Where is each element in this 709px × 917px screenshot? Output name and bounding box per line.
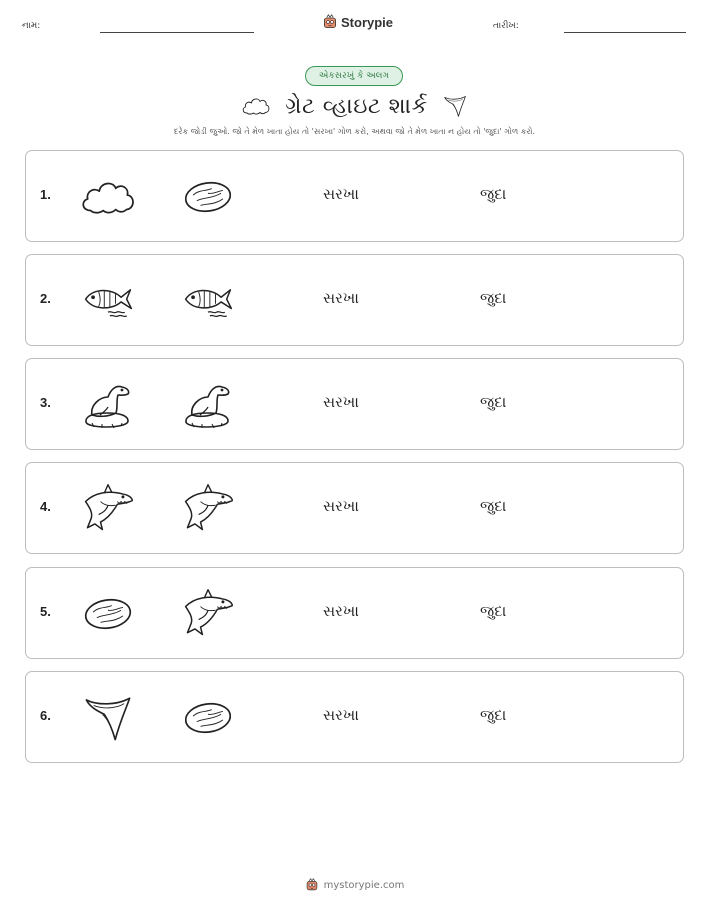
brand-name: Storypie <box>341 14 394 30</box>
worksheet-type-tag: એકસરખું કે અલગ <box>305 66 403 86</box>
shark-icon <box>180 587 236 641</box>
fish-icon <box>180 282 236 320</box>
storypie-logo-icon <box>305 878 319 892</box>
question-number: 1. <box>40 187 51 202</box>
question-row <box>25 358 684 450</box>
shark-tooth-icon <box>442 93 468 119</box>
name-label: નામ: <box>22 21 41 31</box>
instructions: દરેક જોડી જુઓ. જો તે મેળ ખાતા હોય તો 'સરખા' ગોળ કરો, અથવા જો તે મેળ ખાતા ન હોય તો 'જુદા' ગોળ કરો. <box>173 127 536 136</box>
picture-left <box>78 481 138 537</box>
picture-left <box>78 586 138 642</box>
footer-site: mystorypie.com <box>323 879 405 891</box>
fish-icon <box>80 282 136 320</box>
same-option[interactable]: સરખા <box>323 497 359 515</box>
picture-right <box>178 481 238 537</box>
different-option[interactable]: જુદા <box>480 289 507 307</box>
brand-logo <box>322 14 393 30</box>
question-row <box>25 671 684 763</box>
different-option[interactable]: જુદા <box>480 706 507 724</box>
question-number: 3. <box>40 395 51 410</box>
stone-icon <box>180 178 236 216</box>
picture-right <box>178 169 238 225</box>
title-row <box>0 90 709 122</box>
different-option[interactable]: જુદા <box>480 497 507 515</box>
question-row <box>25 254 684 346</box>
picture-right <box>178 273 238 329</box>
page-title: ગ્રેટ વ્હાઇટ શાર્ક <box>285 93 428 119</box>
worksheet-header <box>0 12 709 42</box>
shark-icon <box>180 482 236 536</box>
picture-left <box>78 169 138 225</box>
picture-right <box>178 586 238 642</box>
name-line[interactable] <box>100 32 254 33</box>
question-number: 4. <box>40 499 51 514</box>
seal-icon <box>178 377 238 433</box>
same-option[interactable]: સરખા <box>323 289 359 307</box>
different-option[interactable]: જુદા <box>480 602 507 620</box>
picture-left <box>78 273 138 329</box>
date-line[interactable] <box>564 32 686 33</box>
same-option[interactable]: સરખા <box>323 706 359 724</box>
stone-icon <box>180 699 236 737</box>
same-option[interactable]: સરખા <box>323 602 359 620</box>
picture-right <box>178 690 238 746</box>
shark-tooth-icon <box>81 692 135 744</box>
date-label: તારીખ: <box>493 21 519 31</box>
same-option[interactable]: સરખા <box>323 185 359 203</box>
shark-icon <box>80 482 136 536</box>
question-number: 2. <box>40 291 51 306</box>
different-option[interactable]: જુદા <box>480 393 507 411</box>
storypie-logo-icon <box>322 14 338 30</box>
question-number: 6. <box>40 708 51 723</box>
stone-icon <box>80 595 136 633</box>
same-option[interactable]: સરખા <box>323 393 359 411</box>
picture-left <box>78 690 138 746</box>
picture-left <box>78 377 138 433</box>
picture-right <box>178 377 238 433</box>
cloud-icon <box>79 177 137 217</box>
seal-icon <box>78 377 138 433</box>
cloud-icon <box>241 95 271 117</box>
question-row <box>25 567 684 659</box>
question-row <box>25 462 684 554</box>
different-option[interactable]: જુદા <box>480 185 507 203</box>
question-row <box>25 150 684 242</box>
question-number: 5. <box>40 604 51 619</box>
footer <box>0 878 709 892</box>
